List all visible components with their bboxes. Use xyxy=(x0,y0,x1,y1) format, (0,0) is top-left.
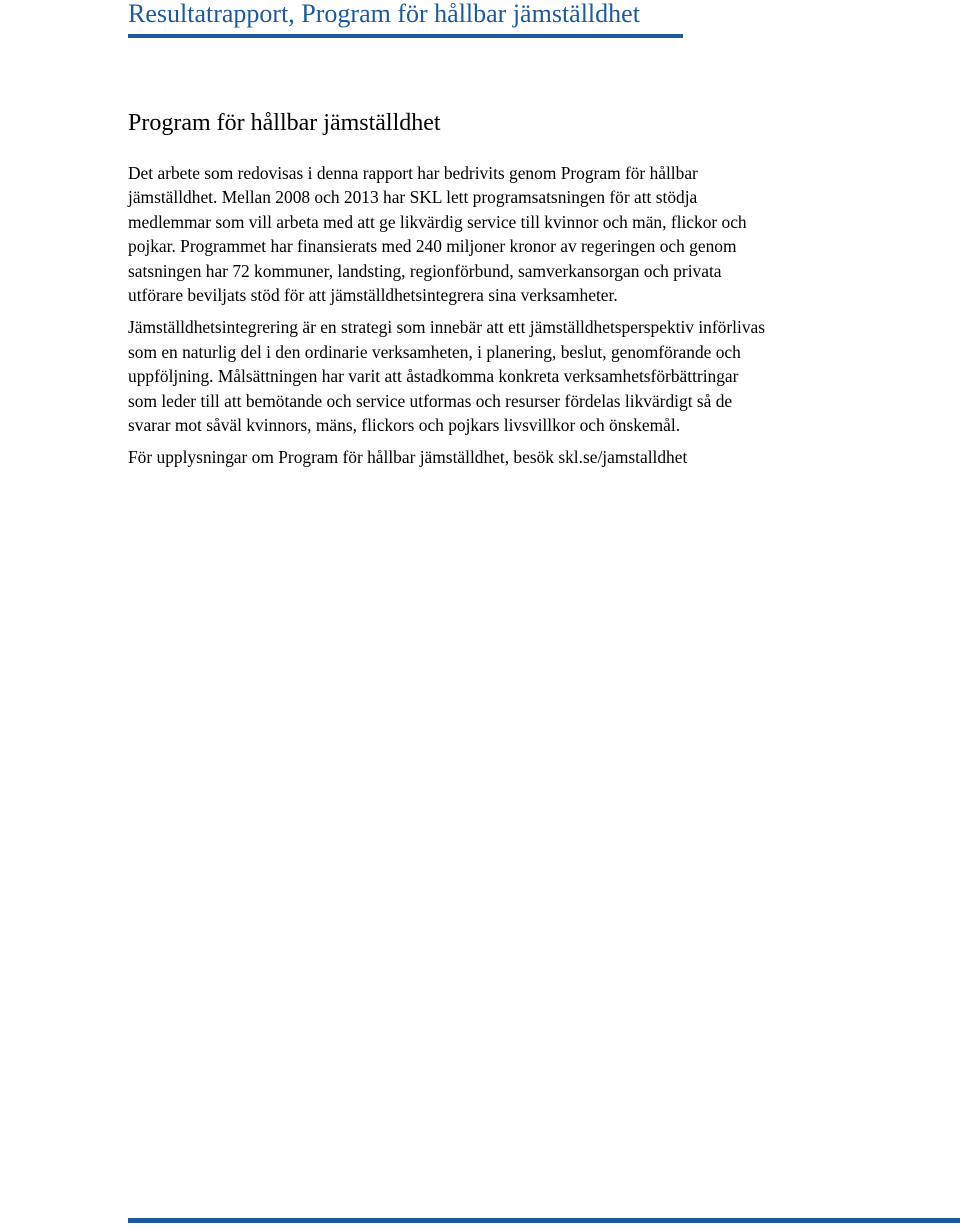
running-header xyxy=(128,0,683,38)
footer-rule xyxy=(128,1218,960,1223)
document-body xyxy=(128,108,768,478)
running-header-title: Resultatrapport, Program för hållbar jämställdhet xyxy=(128,0,640,28)
section-heading: Program för hållbar jämställdhet xyxy=(128,110,441,136)
paragraph-contact: För upplysningar om Program för hållbar jämställdhet, besök skl.se/jamstalldhet xyxy=(128,447,688,468)
paragraph-intro: Det arbete som redovisas i denna rapport har bedrivits genom Program för hållbar jämställdhet. Mellan 2008 och 2013 har SKL lett programsatsningen för att stödja medlemmar som vill arbeta med att ge likvärdig service till kvinnor och män, flickor och pojkar. Programmet har finansierats med 240 miljoner kronor av regeringen och genom satsningen har 72 kommuner, landsting, regionförbund, samverkansorgan och privata utförare beviljats stöd för att jämställdhetsintegrera sina verksamheter. xyxy=(128,163,747,306)
paragraph-strategy: Jämställdhetsintegrering är en strategi som innebär att ett jämställdhetsperspektiv införlivas som en naturlig del i den ordinarie verksamheten, i planering, beslut, genomförande och uppföljning. Målsättningen har varit att åstadkomma konkreta verksamhetsförbättringar som leder till att bemötande och service utformas och resurser fördelas likvärdigt så de svarar mot såväl kvinnors, mäns, flickors och pojkars livsvillkor och önskemål. xyxy=(128,317,765,436)
